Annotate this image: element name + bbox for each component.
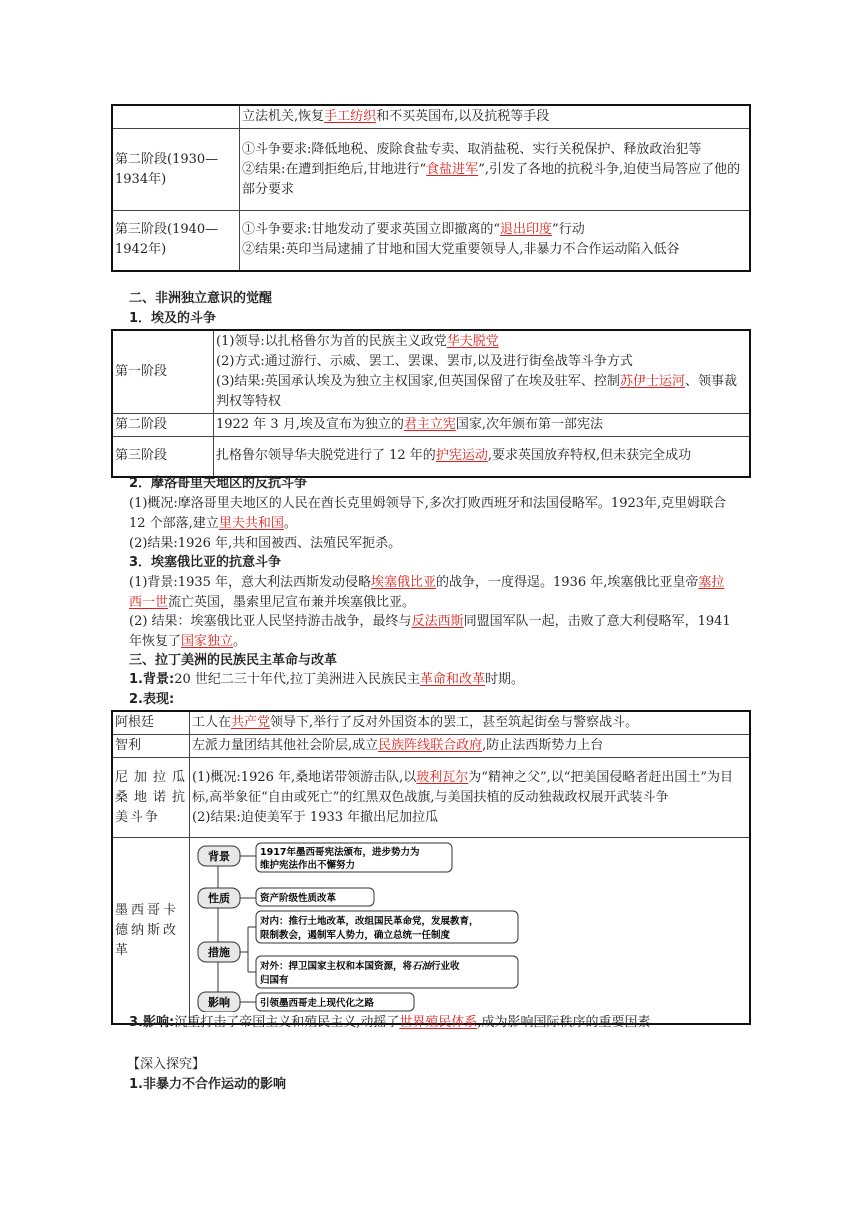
- table-cell: (1)领导:以扎格鲁尔为首的民族主义政党华夫脱党 (2)方式:通过游行、示威、罢工、罢课、罢市,以及进行街垒战等斗争方式 (3)结果:英国承认埃及为独立主权国家,但英国保留了在埃及驻军、控制苏伊士运河、领事裁判权等特权: [214, 330, 751, 414]
- row-label: 墨西哥卡德纳斯改革: [112, 838, 190, 1025]
- content-text: 维护宪法作出不懈努力: [260, 860, 356, 871]
- table-cell: [112, 105, 240, 129]
- row-label: 尼加拉瓜桑地诺抗美斗争: [112, 758, 190, 838]
- table-row: [112, 414, 750, 437]
- paragraph: (2) 结果：埃塞俄比亚人民坚持游击战争，最终与反法西斯同盟国军队一起，击败了意大利侵略军，1941 年恢复了国家独立。: [129, 614, 731, 649]
- row-label: 第二阶段(1930—1934年): [112, 129, 240, 211]
- paragraph: (1)背景:1935 年，意大利法西斯发动侵略埃塞俄比亚的战争，一度得逞。1936 年,埃塞俄比亚皇帝塞拉西一世流亡英国，墨索里尼宣布兼并埃塞俄比亚。: [129, 575, 725, 610]
- section-title: 二、非洲独立意识的觉醒: [129, 291, 273, 306]
- table-cell: (1)概况:1926 年,桑地诺带领游击队,以玻利瓦尔为“精神之父”,以“把美国侵略者赶出国土”为目标,高举象征“自由或死亡”的红黑双色战旗,与美国扶植的反动独裁政权展开武装斗争 (2)结果:迫使美军于 1933 年撤出尼加拉瓜: [190, 758, 751, 838]
- subsection-title: 2.表现:: [129, 692, 175, 707]
- mexico-reform-diagram: [196, 842, 536, 1012]
- highlight-term: 共产党: [231, 715, 271, 730]
- node-label: 影响: [208, 996, 230, 1009]
- content-text: 对内：推行土地改革，改组国民革命党，发展教育，: [260, 916, 479, 927]
- paragraph: 1.背景:20 世纪二三十年代,拉丁美洲进入民族民主革命和改革时期。: [129, 672, 525, 687]
- table-row: [112, 105, 750, 129]
- highlight-term: 苏伊士运河: [619, 374, 685, 389]
- table-row: [112, 129, 750, 211]
- content-text: 限制教会，遏制军人势力，确立总统一任制度: [260, 930, 451, 941]
- row-label: 第三阶段: [112, 437, 214, 477]
- table-row: [112, 211, 750, 271]
- subsection-title: 3．埃塞俄比亚的抗意斗争: [129, 555, 282, 570]
- paragraph: (1)概况:摩洛哥里夫地区的人民在酋长克里姆领导下,多次打败西班牙和法国侵略军。1923年,克里姆联合 12 个部落,建立里夫共和国。: [129, 496, 727, 531]
- table-cell: ①斗争要求:降低地税、废除食盐专卖、取消盐税、实行关税保护、释放政治犯等 ②结果:在遭到拒绝后,甘地进行“食盐进军”,引发了各地的抗税斗争,迫使当局答应了他的部分要求: [240, 129, 751, 211]
- paragraph: (2)结果:1926 年,共和国被西、法殖民军扼杀。: [129, 536, 402, 551]
- content-text: 引领墨西哥走上现代化之路: [260, 998, 375, 1009]
- highlight-term: 反法西斯: [411, 614, 464, 629]
- table-cell: 扎格鲁尔领导华夫脱党进行了 12 年的护宪运动,要求英国放弃特权,但未获完全成功: [214, 437, 751, 477]
- node-label: 背景: [208, 850, 230, 863]
- highlight-term: 塞拉西一世: [129, 575, 725, 610]
- table-row: [112, 437, 750, 477]
- highlight-term: 革命和改革: [420, 672, 486, 687]
- row-label: 第二阶段: [112, 414, 214, 437]
- highlight-term: 里夫共和国: [218, 516, 284, 531]
- highlight-term: 护宪运动: [435, 448, 488, 464]
- highlight-term: 君主立宪: [403, 417, 456, 432]
- india-stages-table: [111, 104, 751, 272]
- content-text: 归国有: [260, 975, 289, 986]
- row-label: 阿根廷: [112, 711, 190, 735]
- table-row: [112, 735, 750, 758]
- highlight-term: 食盐进军: [426, 161, 479, 177]
- table-cell: 左派力量团结其他社会阶层,成立民族阵线联合政府,防止法西斯势力上台: [190, 735, 751, 758]
- subsection-title: 1.非暴力不合作运动的影响: [129, 1077, 286, 1092]
- table-row: [112, 711, 750, 735]
- table-cell: 工人在共产党领导下,举行了反对外国资本的罢工，甚至筑起街垒与警察战斗。: [190, 711, 751, 735]
- latin-america-table: [111, 710, 751, 1025]
- highlight-term: 玻利瓦尔: [416, 769, 469, 785]
- row-label: 智利: [112, 735, 190, 758]
- highlight-term: 手工纺织: [324, 109, 377, 124]
- explore-title: 【深入探究】: [127, 1057, 206, 1072]
- highlight-term: 世界殖民体系: [399, 1015, 478, 1030]
- section-title: 三、拉丁美洲的民族民主革命与改革: [129, 653, 338, 668]
- table-cell: [190, 838, 751, 1025]
- table-cell: 1922 年 3 月,埃及宣布为独立的君主立宪国家,次年颁布第一部宪法: [214, 414, 751, 437]
- row-label: 第一阶段: [112, 330, 214, 414]
- table-cell: ①斗争要求:甘地发动了要求英国立即撤离的“退出印度”行动 ②结果:英印当局逮捕了甘地和国大党重要领导人,非暴力不合作运动陷入低谷: [240, 211, 751, 271]
- content-text: 资产阶级性质改革: [260, 893, 337, 904]
- table-row: [112, 330, 750, 414]
- content-text: 1917年墨西哥宪法颁布，进步势力为: [260, 847, 420, 858]
- table-row: [112, 838, 750, 1025]
- subsection-title: 2．摩洛哥里夫地区的反抗斗争: [129, 476, 308, 491]
- egypt-table: [111, 329, 751, 478]
- highlight-term: 埃塞俄比亚: [371, 575, 437, 590]
- row-label: 第三阶段(1940—1942年): [112, 211, 240, 271]
- node-label: 措施: [208, 946, 230, 959]
- highlight-term: 退出印度: [500, 222, 553, 238]
- subsection-title: 1．埃及的斗争: [129, 311, 217, 326]
- highlight-term: 国家独立: [181, 634, 234, 649]
- content-text: 对外：捍卫国家主权和本国资源，将石油行业收: [260, 961, 460, 972]
- paragraph: 3.影响:沉重打击了帝国主义和殖民主义,动摇了世界殖民体系,成为影响国际秩序的重要因素: [129, 1015, 651, 1030]
- highlight-term: 民族阵线联合政府: [378, 738, 483, 753]
- table-cell: 立法机关,恢复手工纺织和不买英国布,以及抗税等手段: [240, 105, 751, 129]
- node-label: 性质: [208, 892, 230, 905]
- table-row: [112, 758, 750, 838]
- highlight-term: 华夫脱党: [446, 334, 499, 349]
